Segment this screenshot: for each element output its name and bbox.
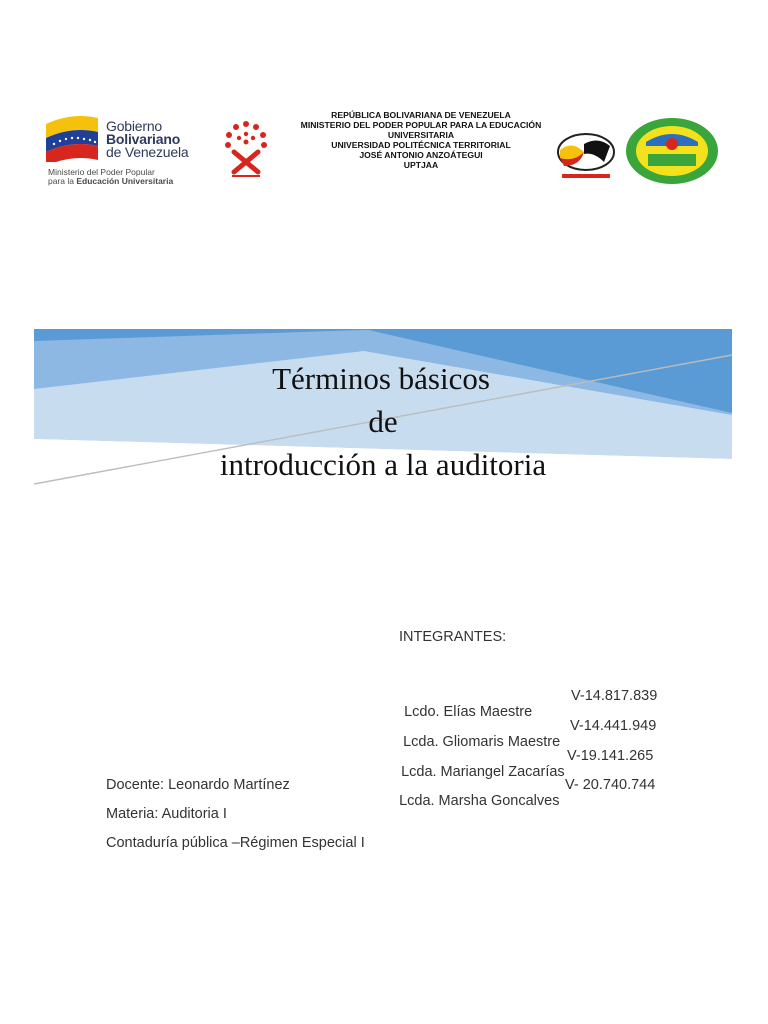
member-row <box>393 748 565 780</box>
title-line3: introducción a la auditoria <box>219 447 547 482</box>
inst-line: UNIVERSITARIA <box>387 130 455 140</box>
gob-line3: de Venezuela <box>106 144 189 160</box>
docente-text: Docente: Leonardo Martínez <box>106 777 290 793</box>
venezuela-flag-icon <box>44 110 100 162</box>
inst-line: UPTJAA <box>403 160 439 170</box>
red-circle-emblem-icon <box>220 118 272 180</box>
inst-line: MINISTERIO DEL PODER POPULAR PARA LA EDUCACIÓN <box>300 120 542 130</box>
header-logos <box>36 96 732 196</box>
member-name: Lcda. Gliomaris Maestre <box>403 734 561 750</box>
inst-line: JOSÉ ANTONIO ANZOÁTEGUI <box>359 150 483 160</box>
member-row <box>396 688 532 720</box>
member-row <box>391 777 559 809</box>
materia-text: Materia: Auditoria I <box>106 806 227 822</box>
gob-sub2-bold: Educación Universitaria <box>76 176 174 186</box>
inst-line: UNIVERSIDAD POLITÉCNICA TERRITORIAL <box>331 140 511 150</box>
mision-sucre-logo-icon <box>554 132 618 182</box>
programa-text: Contaduría pública –Régimen Especial I <box>106 835 365 851</box>
member-name: Lcda. Mariangel Zacarías <box>401 764 565 780</box>
gob-line1: Gobierno <box>106 118 162 134</box>
member-name: Lcda. Marsha Goncalves <box>399 793 560 809</box>
member-id: V-14.441.949 <box>570 718 657 734</box>
integrantes-heading: INTEGRANTES: <box>399 629 507 645</box>
member-id: V-14.817.839 <box>571 688 658 704</box>
document-title <box>34 357 732 486</box>
member-id: V-19.141.265 <box>567 748 654 764</box>
member-row <box>395 718 560 750</box>
gob-sub1: Ministerio del Poder Popular <box>48 167 155 177</box>
uptjaa-logo-icon <box>624 116 720 186</box>
gob-line2: Bolivariano <box>106 131 181 147</box>
title-line1: Términos básicos <box>272 361 490 396</box>
inst-line: REPÚBLICA BOLIVARIANA DE VENEZUELA <box>331 110 511 120</box>
gob-sub2-prefix: para la <box>48 176 77 186</box>
member-id: V- 20.740.744 <box>565 777 656 793</box>
institution-header <box>276 110 566 170</box>
gobierno-bolivariano-logo <box>44 106 214 186</box>
ministerio-text <box>48 168 218 186</box>
title-line2: de <box>368 404 398 439</box>
member-name: Lcdo. Elías Maestre <box>404 704 533 720</box>
gobierno-text <box>106 120 188 159</box>
